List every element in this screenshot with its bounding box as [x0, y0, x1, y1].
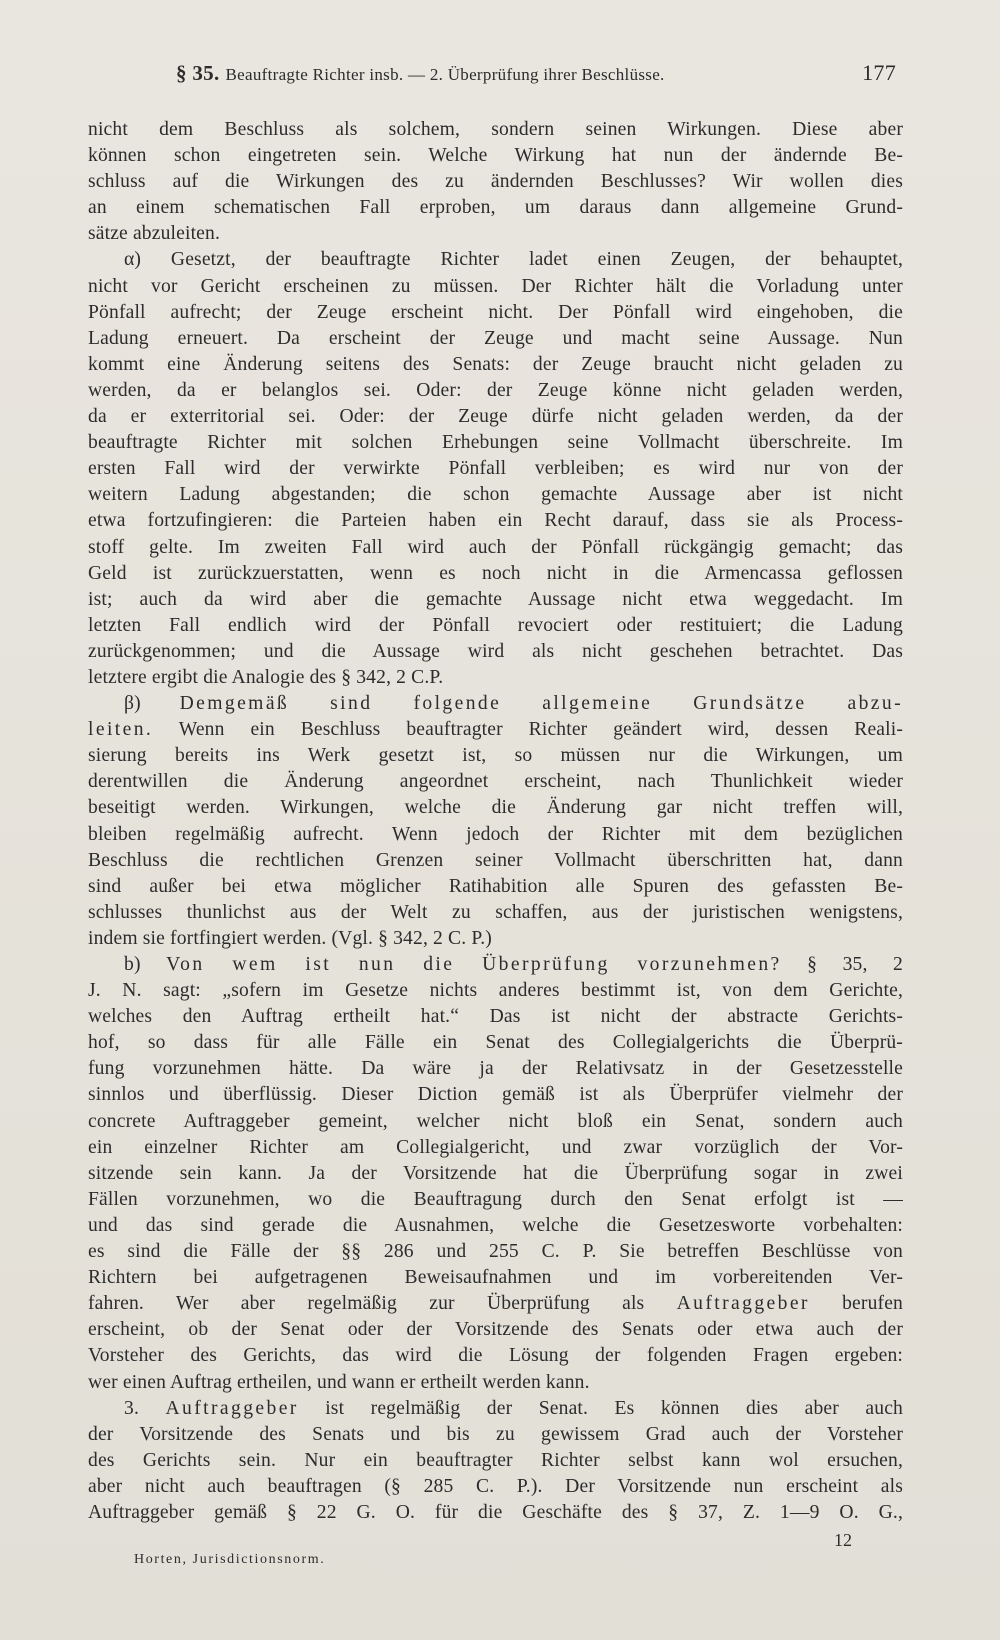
text-line: Ladung erneuert. Da erscheint der Zeuge und macht seine Aussage. Nun: [88, 327, 903, 349]
text-line: nicht vor Gericht erscheinen zu müssen. Der Richter hält die Vorladung unter: [88, 275, 903, 297]
text-span: 3.: [124, 1397, 166, 1419]
text-line: welches den Auftrag ertheilt hat.“ Das ist nicht der abstracte Gerichts-: [88, 1006, 903, 1028]
text-line: Richtern bei aufgetragenen Beweisaufnahmen und im vorbereitenden Ver-: [88, 1267, 903, 1289]
text-line: stoff gelte. Im zweiten Fall wird auch der Pönfall rückgängig gemacht; das: [88, 536, 903, 558]
text-line: der Vorsitzende des Senats und bis zu gewissem Grad auch der Vorsteher: [88, 1423, 903, 1445]
text-line: indem sie fortfingiert werden. (Vgl. § 342, 2 C. P.): [88, 927, 492, 949]
text-line: an einem schematischen Fall erproben, um daraus dann allgemeine Grund-: [88, 197, 903, 219]
text-line: sitzende sein kann. Ja der Vorsitzende hat die Überprüfung sogar in zwei: [88, 1162, 903, 1184]
text-line: ein einzelner Richter am Collegialgericht, und zwar vorzüglich der Vor-: [88, 1136, 903, 1158]
text-line: werden, da er belanglos sei. Oder: der Zeuge könne nicht geladen werden,: [88, 379, 903, 401]
text-line: aber nicht auch beauftragen (§ 285 C. P.). Der Vorsitzende nun erscheint als: [88, 1475, 903, 1497]
text-line: sätze abzuleiten.: [88, 223, 221, 245]
text-line: schluss auf die Wirkungen des zu ändernden Beschlusses? Wir wollen dies: [88, 171, 903, 193]
text-span: fahren. Wer aber regelmäßig zur Überprüfung als: [88, 1293, 677, 1315]
text-line: hof, so dass für alle Fälle ein Senat des Collegialgerichts die Überprü-: [88, 1032, 903, 1054]
text-line: erscheint, ob der Senat oder der Vorsitzende des Senats oder etwa auch der: [88, 1319, 903, 1341]
text-span: berufen: [809, 1293, 903, 1315]
text-line: sind außer bei etwa möglicher Ratihabition alle Spuren des gefassten Be-: [88, 875, 903, 897]
footer-signature: Horten, Jurisdictionsnorm.: [134, 1552, 326, 1567]
text-span: b): [124, 954, 167, 975]
text-line: und das sind gerade die Ausnahmen, welche die Gesetzesworte vorbehalten:: [88, 1214, 903, 1236]
spaced-text: leiten.: [88, 719, 154, 741]
text-line: [88, 952, 903, 978]
spaced-text: Auftraggeber: [676, 1293, 810, 1315]
text-line: da er exterritorial sei. Oder: der Zeuge dürfe nicht geladen werden, da der: [88, 406, 903, 428]
text-span: § 35, 2: [781, 954, 904, 975]
text-line: es sind die Fälle der §§ 286 und 255 C. P. Sie betreffen Beschlüsse von: [88, 1241, 903, 1263]
text-line: des Gerichts sein. Nur ein beauftragter Richter selbst kann wol ersuchen,: [88, 1449, 903, 1471]
text-line: sierung bereits ins Werk gesetzt ist, so müssen nur die Wirkungen, um: [88, 745, 903, 767]
text-line: ersten Fall wird der verwirkte Pönfall verbleiben; es wird nur von der: [88, 458, 903, 480]
text-line: schlusses thunlichst aus der Welt zu schaffen, aus der juristischen wenigstens,: [88, 901, 903, 923]
text-line: J. N. sagt: „sofern im Gesetze nichts anderes bestimmt ist, von dem Gerichte,: [88, 980, 903, 1002]
text-line: können schon eingetreten sein. Welche Wirkung hat nun der ändernde Be-: [88, 145, 903, 167]
section-mark: § 35.: [176, 61, 220, 85]
text-line: nicht dem Beschluss als solchem, sondern seinen Wirkungen. Diese aber: [88, 119, 903, 140]
text-line: [88, 1396, 903, 1422]
text-line: Pönfall aufrecht; der Zeuge erscheint nicht. Der Pönfall wird eingehoben, die: [88, 301, 903, 323]
text-line: letztere ergibt die Analogie des § 342, 2 C.P.: [88, 666, 444, 688]
spaced-text: Demgemäß sind folgende allgemeine Grundsätze abzu-: [179, 693, 903, 715]
text-span: β): [124, 693, 180, 715]
text-line: [88, 717, 903, 743]
text-line: ist; auch da wird aber die gemachte Aussage nicht etwa weggedacht. Im: [88, 588, 903, 610]
text-line: [88, 691, 903, 717]
running-head: [176, 60, 896, 86]
running-head-title: Beauftragte Richter insb. — 2. Überprüfung ihrer Beschlüsse.: [225, 65, 665, 84]
text-line: kommt eine Änderung seitens des Senats: der Zeuge braucht nicht geladen zu: [88, 353, 903, 375]
text-line: concrete Auftraggeber gemeint, welcher nicht bloß ein Senat, sondern auch: [88, 1110, 903, 1132]
text-span: ist regelmäßig der Senat. Es können dies aber auch: [298, 1397, 903, 1419]
text-line: [88, 1291, 903, 1317]
text-line: Geld ist zurückzuerstatten, wenn es noch nicht in die Armencassa geflossen: [88, 562, 903, 584]
text-span: Wenn ein Beschluss beauftragter Richter geändert wird, dessen Reali-: [153, 719, 903, 741]
text-line: wer einen Auftrag ertheilen, und wann er ertheilt werden kann.: [88, 1371, 590, 1393]
text-line: beseitigt werden. Wirkungen, welche die Änderung gar nicht treffen will,: [88, 797, 903, 819]
text-line: Beschluss die rechtlichen Grenzen seiner Vollmacht überschritten hat, dann: [88, 849, 903, 871]
spaced-text: Von wem ist nun die Überprüfung vorzunehmen?: [166, 954, 782, 975]
text-line: etwa fortzufingieren: die Parteien haben ein Recht darauf, dass sie als Process-: [88, 510, 903, 532]
text-line: Vorsteher des Gerichts, das wird die Lösung der folgenden Fragen ergeben:: [88, 1345, 903, 1367]
text-line: beauftragte Richter mit solchen Erhebungen seine Vollmacht überschreite. Im: [88, 432, 903, 454]
text-line: weitern Ladung abgestanden; die schon gemachte Aussage aber ist nicht: [88, 484, 903, 506]
spaced-text: Auftraggeber: [165, 1397, 299, 1419]
text-line: Fällen vorzunehmen, wo die Beauftragung durch den Senat erfolgt ist —: [88, 1188, 903, 1210]
text-line: letzten Fall endlich wird der Pönfall revociert oder restituiert; die Ladung: [88, 614, 903, 636]
text-line: bleiben regelmäßig aufrecht. Wenn jedoch der Richter mit dem bezüglichen: [88, 823, 903, 845]
page-number: 177: [862, 60, 896, 85]
text-line: Auftraggeber gemäß § 22 G. O. für die Geschäfte des § 37, Z. 1—9 O. G.,: [88, 1501, 903, 1523]
text-line: fung vorzunehmen hätte. Da wäre ja der Relativsatz in der Gesetzesstelle: [88, 1058, 903, 1080]
text-line: derentwillen die Änderung angeordnet erscheint, nach Thunlichkeit wieder: [88, 771, 903, 793]
text-line: zurückgenommen; und die Aussage wird als nicht geschehen betrachtet. Das: [88, 640, 903, 662]
text-line: α) Gesetzt, der beauftragte Richter ladet einen Zeugen, der behauptet,: [124, 249, 903, 271]
body-text: [88, 117, 903, 1526]
sheet-number: 12: [834, 1530, 852, 1550]
text-line: sinnlos und überflüssig. Dieser Diction gemäß ist als Überprüfer vielmehr der: [88, 1084, 903, 1106]
